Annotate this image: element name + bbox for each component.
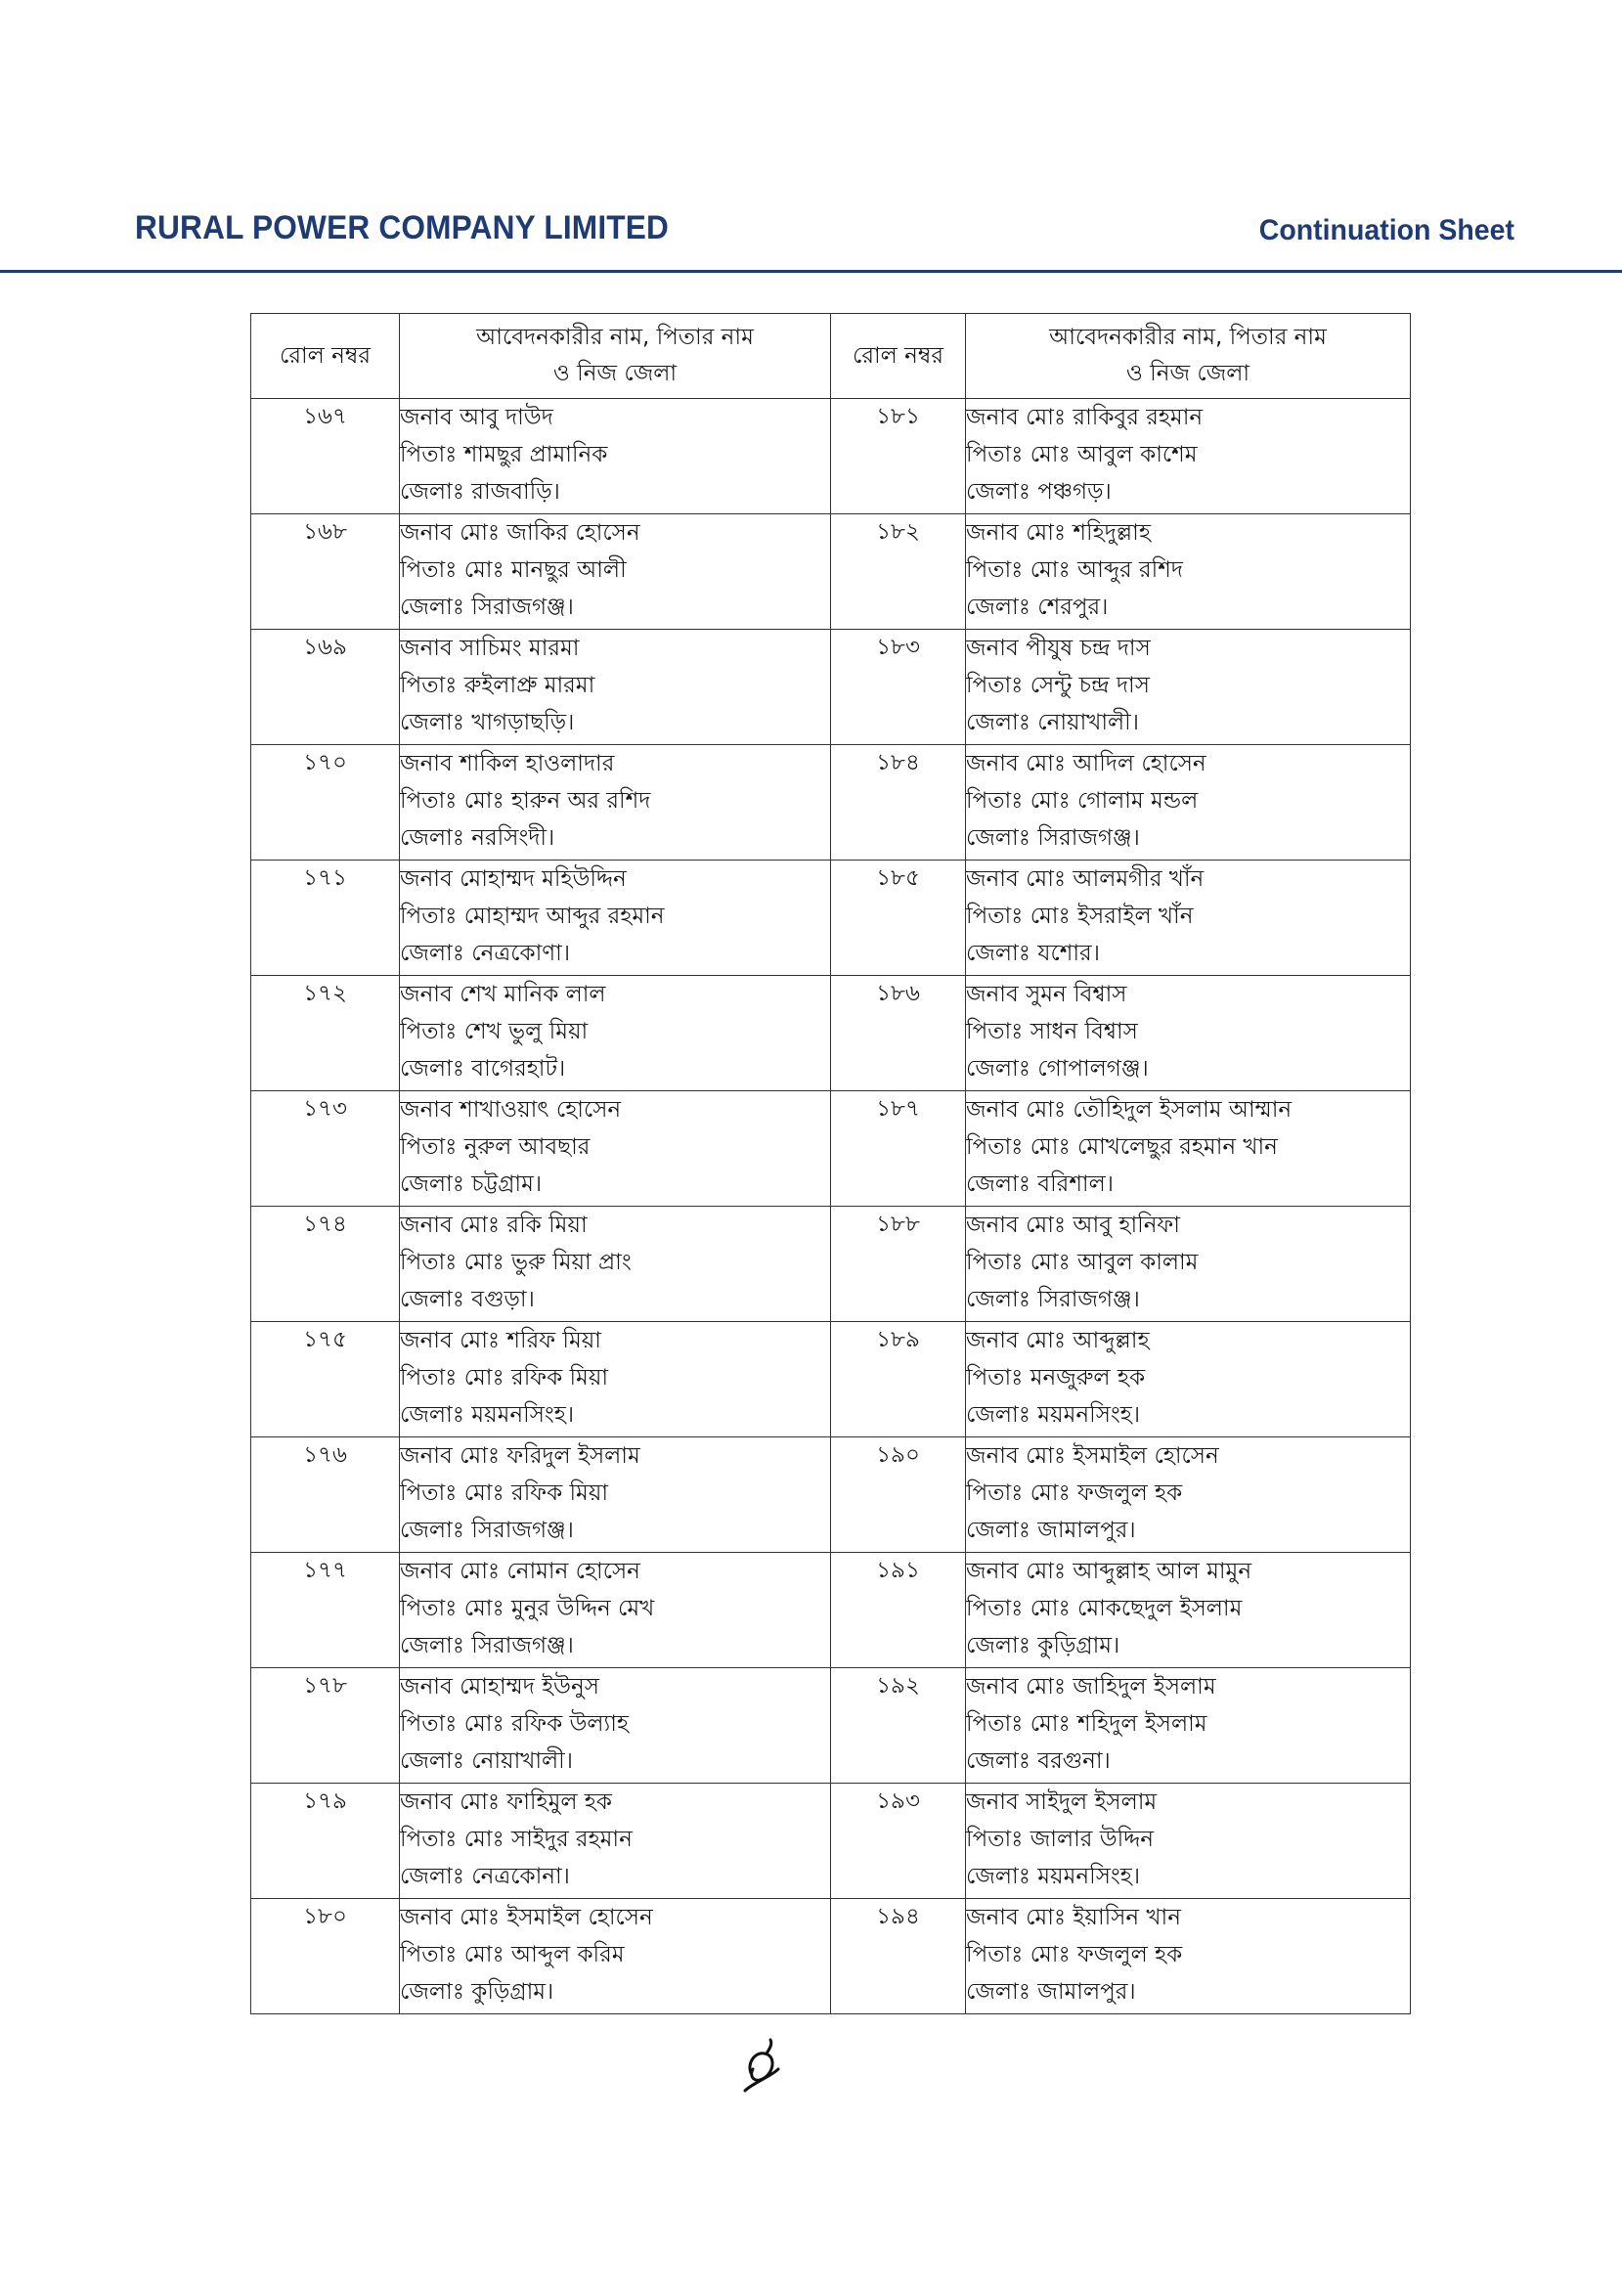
father-name: পিতাঃ মোঃ সাইদুর রহমান bbox=[400, 1827, 633, 1852]
applicant-cell-left bbox=[400, 976, 831, 1091]
applicant-cell-right bbox=[966, 630, 1411, 745]
applicant-name: জনাব শাকিল হাওলাদার bbox=[400, 751, 615, 776]
father-name: পিতাঃ মোঃ মানছুর আলী bbox=[400, 557, 627, 583]
applicant-name: জনাব মোঃ আলমগীর খাঁন bbox=[966, 866, 1205, 892]
applicant-name: জনাব শেখ মানিক লাল bbox=[400, 982, 606, 1007]
home-district: জেলাঃ রাজবাড়ি। bbox=[400, 479, 560, 505]
roll-number: ১৭১ bbox=[303, 865, 347, 891]
sheet-label: Continuation Sheet bbox=[1258, 214, 1514, 246]
applicant-cell-right bbox=[966, 1784, 1411, 1899]
roll-cell-left bbox=[251, 1553, 400, 1668]
roll-number: ১৭২ bbox=[303, 981, 347, 1006]
applicant-name: জনাব মোঃ তৌহিদুল ইসলাম আম্মান bbox=[966, 1097, 1293, 1123]
father-name: পিতাঃ মোঃ মোকছেদুল ইসলাম bbox=[966, 1596, 1243, 1621]
applicant-name: জনাব মোঃ আব্দুল্লাহ আল মামুন bbox=[966, 1559, 1252, 1584]
roll-number: ১৯৪ bbox=[876, 1904, 920, 1929]
applicant-cell-left bbox=[400, 630, 831, 745]
roll-number: ১৮৩ bbox=[876, 635, 920, 660]
table-header-row bbox=[251, 314, 1411, 399]
applicant-name: জনাব মোঃ ইসমাইল হোসেন bbox=[400, 1905, 653, 1930]
header-roll-left: রোল নম্বর bbox=[251, 314, 400, 399]
roll-cell-right bbox=[831, 1207, 966, 1322]
header-applicant-left bbox=[400, 314, 831, 399]
father-name: পিতাঃ মোঃ মোখলেছুর রহমান খান bbox=[966, 1134, 1278, 1160]
father-name: পিতাঃ মোঃ রফিক মিয়া bbox=[400, 1365, 609, 1391]
table-row bbox=[251, 1437, 1411, 1553]
applicant-cell-left bbox=[400, 1553, 831, 1668]
table-row bbox=[251, 1091, 1411, 1207]
roll-cell-left bbox=[251, 1437, 400, 1553]
roll-cell-left bbox=[251, 514, 400, 630]
roll-cell-left bbox=[251, 1899, 400, 2014]
roll-number: ১৯২ bbox=[876, 1673, 920, 1699]
roll-number: ১৬৮ bbox=[303, 519, 347, 545]
applicant-name: জনাব মোঃ নোমান হোসেন bbox=[400, 1559, 640, 1584]
home-district: জেলাঃ ময়মনসিংহ। bbox=[966, 1402, 1141, 1428]
home-district: জেলাঃ যশোর। bbox=[966, 941, 1100, 966]
father-name: পিতাঃ নুরুল আবছার bbox=[400, 1134, 591, 1160]
applicant-name: জনাব মোঃ জাকির হোসেন bbox=[400, 520, 640, 546]
roll-cell-right bbox=[831, 861, 966, 976]
roll-cell-left bbox=[251, 630, 400, 745]
applicant-cell-right bbox=[966, 861, 1411, 976]
applicant-name: জনাব মোঃ ইয়াসিন খান bbox=[966, 1905, 1181, 1930]
roll-number: ১৮২ bbox=[876, 519, 920, 545]
roll-number: ১৯০ bbox=[876, 1442, 920, 1468]
roll-number: ১৭৮ bbox=[303, 1673, 347, 1699]
father-name: পিতাঃ মোঃ ইসরাইল খাঁন bbox=[966, 904, 1194, 929]
applicant-name: জনাব সুমন বিশ্বাস bbox=[966, 982, 1127, 1007]
roll-number: ১৮৪ bbox=[876, 750, 920, 775]
applicant-name: জনাব মোঃ রকি মিয়া bbox=[400, 1213, 588, 1238]
home-district: জেলাঃ ময়মনসিংহ। bbox=[400, 1402, 575, 1428]
applicant-cell-left bbox=[400, 1437, 831, 1553]
roll-number: ১৯৩ bbox=[876, 1788, 920, 1814]
applicant-name: জনাব মোঃ ফাহিমুল হক bbox=[400, 1789, 612, 1815]
header-applicant-line1: আবেদনকারীর নাম, পিতার নাম bbox=[1049, 325, 1327, 350]
father-name: পিতাঃ মোঃ রফিক মিয়া bbox=[400, 1480, 609, 1506]
table-row bbox=[251, 1553, 1411, 1668]
home-district: জেলাঃ গোপালগঞ্জ। bbox=[966, 1056, 1149, 1082]
father-name: পিতাঃ মোঃ আব্দুল করিম bbox=[400, 1942, 625, 1967]
roll-cell-left bbox=[251, 1322, 400, 1437]
father-name: পিতাঃ মোঃ ভুরু মিয়া প্রাং bbox=[400, 1250, 632, 1275]
father-name: পিতাঃ মোঃ মুনুর উদ্দিন মেখ bbox=[400, 1596, 655, 1621]
applicant-name: জনাব মোহাম্মদ ইউনুস bbox=[400, 1674, 599, 1700]
applicant-name: জনাব সাচিমং মারমা bbox=[400, 636, 580, 661]
applicant-cell-right bbox=[966, 1668, 1411, 1784]
applicant-cell-right bbox=[966, 1207, 1411, 1322]
home-district: জেলাঃ নোয়াখালী। bbox=[400, 1748, 573, 1774]
father-name: পিতাঃ জালার উদ্দিন bbox=[966, 1827, 1154, 1852]
roll-cell-right bbox=[831, 745, 966, 861]
table-row bbox=[251, 1899, 1411, 2014]
table-row bbox=[251, 1668, 1411, 1784]
father-name: পিতাঃ মোঃ আবুল কালাম bbox=[966, 1250, 1199, 1275]
applicant-name: জনাব সাইদুল ইসলাম bbox=[966, 1789, 1158, 1815]
home-district: জেলাঃ সিরাজগঞ্জ। bbox=[966, 1287, 1140, 1312]
home-district: জেলাঃ নেত্রকোণা। bbox=[400, 941, 571, 966]
roll-cell-left bbox=[251, 861, 400, 976]
roll-cell-right bbox=[831, 976, 966, 1091]
roll-number: ১৮৯ bbox=[876, 1327, 920, 1352]
page-header bbox=[0, 0, 1622, 276]
roll-number: ১৭৪ bbox=[303, 1212, 347, 1237]
header-applicant-line1: আবেদনকারীর নাম, পিতার নাম bbox=[476, 325, 754, 350]
header-applicant-line2: ও নিজ জেলা bbox=[1125, 361, 1250, 386]
header-applicant-right bbox=[966, 314, 1411, 399]
father-name: পিতাঃ সেন্টু চন্দ্র দাস bbox=[966, 673, 1150, 698]
signature-initial bbox=[733, 2034, 792, 2102]
applicant-cell-left bbox=[400, 1668, 831, 1784]
applicant-name: জনাব পীযুষ চন্দ্র দাস bbox=[966, 636, 1151, 661]
header-roll-right: রোল নম্বর bbox=[831, 314, 966, 399]
roll-number: ১৮৬ bbox=[876, 981, 920, 1006]
applicant-name: জনাব মোঃ শহিদুল্লাহ bbox=[966, 520, 1151, 546]
home-district: জেলাঃ পঞ্চগড়। bbox=[966, 479, 1112, 505]
applicant-cell-left bbox=[400, 745, 831, 861]
table-row bbox=[251, 745, 1411, 861]
roll-number: ১৮৮ bbox=[876, 1212, 920, 1237]
applicant-cell-left bbox=[400, 1322, 831, 1437]
roll-cell-right bbox=[831, 514, 966, 630]
roll-cell-right bbox=[831, 630, 966, 745]
roll-number: ১৭৩ bbox=[303, 1096, 347, 1122]
table-row bbox=[251, 1784, 1411, 1899]
applicant-name: জনাব আবু দাউদ bbox=[400, 405, 553, 430]
roll-cell-right bbox=[831, 1784, 966, 1899]
roll-cell-left bbox=[251, 399, 400, 514]
home-district: জেলাঃ কুড়িগ্রাম। bbox=[966, 1633, 1120, 1658]
father-name: পিতাঃ মোঃ শহিদুল ইসলাম bbox=[966, 1711, 1207, 1737]
roll-cell-left bbox=[251, 1668, 400, 1784]
applicant-cell-left bbox=[400, 1899, 831, 2014]
home-district: জেলাঃ বরগুনা। bbox=[966, 1748, 1111, 1774]
applicant-name: জনাব মোঃ আদিল হোসেন bbox=[966, 751, 1206, 776]
applicant-cell-right bbox=[966, 399, 1411, 514]
table-row bbox=[251, 514, 1411, 630]
roll-cell-left bbox=[251, 1784, 400, 1899]
table-row bbox=[251, 630, 1411, 745]
home-district: জেলাঃ বরিশাল। bbox=[966, 1171, 1114, 1197]
home-district: জেলাঃ কুড়িগ্রাম। bbox=[400, 1979, 554, 2005]
father-name: পিতাঃ মোঃ হারুন অর রশিদ bbox=[400, 788, 651, 814]
roll-number: ১৮৫ bbox=[876, 865, 920, 891]
roll-number: ১৭৭ bbox=[303, 1558, 347, 1583]
applicant-cell-right bbox=[966, 976, 1411, 1091]
father-name: পিতাঃ মোহাম্মদ আব্দুর রহমান bbox=[400, 904, 665, 929]
roll-cell-right bbox=[831, 1091, 966, 1207]
home-district: জেলাঃ খাগড়াছড়ি। bbox=[400, 710, 575, 735]
table-row bbox=[251, 399, 1411, 514]
roll-cell-right bbox=[831, 1322, 966, 1437]
company-name: RURAL POWER COMPANY LIMITED bbox=[135, 209, 670, 246]
applicant-name: জনাব মোঃ ফরিদুল ইসলাম bbox=[400, 1443, 640, 1469]
roll-cell-right bbox=[831, 399, 966, 514]
home-district: জেলাঃ নরসিংদী। bbox=[400, 825, 555, 851]
roll-cell-right bbox=[831, 1437, 966, 1553]
father-name: পিতাঃ শেখ ভুলু মিয়া bbox=[400, 1019, 589, 1044]
applicant-cell-left bbox=[400, 1091, 831, 1207]
roll-number: ১৭৬ bbox=[303, 1442, 347, 1468]
father-name: পিতাঃ মোঃ ফজলুল হক bbox=[966, 1480, 1183, 1506]
father-name: পিতাঃ মোঃ আবুল কাশেম bbox=[966, 442, 1198, 467]
table-row bbox=[251, 1207, 1411, 1322]
applicant-name: জনাব মোহাম্মদ মহিউদ্দিন bbox=[400, 866, 627, 892]
roll-cell-right bbox=[831, 1899, 966, 2014]
applicant-name: জনাব মোঃ জাহিদুল ইসলাম bbox=[966, 1674, 1216, 1700]
father-name: পিতাঃ মোঃ আব্দুর রশিদ bbox=[966, 557, 1183, 583]
home-district: জেলাঃ ময়মনসিংহ। bbox=[966, 1864, 1141, 1889]
home-district: জেলাঃ নেত্রকোনা। bbox=[400, 1864, 570, 1889]
home-district: জেলাঃ জামালপুর। bbox=[966, 1979, 1136, 2005]
applicant-name: জনাব মোঃ রাকিবুর রহমান bbox=[966, 405, 1204, 430]
applicant-cell-right bbox=[966, 1322, 1411, 1437]
home-district: জেলাঃ সিরাজগঞ্জ। bbox=[966, 825, 1140, 851]
father-name: পিতাঃ মোঃ রফিক উল্যাহ bbox=[400, 1711, 629, 1737]
roll-cell-right bbox=[831, 1553, 966, 1668]
header-divider bbox=[0, 270, 1622, 273]
table-body bbox=[251, 399, 1411, 2014]
applicant-name: জনাব মোঃ শরিফ মিয়া bbox=[400, 1328, 601, 1353]
roll-cell-left bbox=[251, 745, 400, 861]
applicant-cell-left bbox=[400, 399, 831, 514]
table-row bbox=[251, 1322, 1411, 1437]
header-applicant-line2: ও নিজ জেলা bbox=[552, 361, 678, 386]
applicant-cell-right bbox=[966, 1091, 1411, 1207]
applicant-cell-right bbox=[966, 1437, 1411, 1553]
home-district: জেলাঃ নোয়াখালী। bbox=[966, 710, 1139, 735]
home-district: জেলাঃ জামালপুর। bbox=[966, 1518, 1136, 1543]
applicant-cell-right bbox=[966, 1553, 1411, 1668]
father-name: পিতাঃ শামছুর প্রামানিক bbox=[400, 442, 608, 467]
roll-number: ১৭০ bbox=[303, 750, 347, 775]
roll-number: ১৮০ bbox=[303, 1904, 347, 1929]
applicant-cell-left bbox=[400, 1207, 831, 1322]
roll-cell-left bbox=[251, 1207, 400, 1322]
applicant-table bbox=[250, 313, 1411, 2014]
applicant-cell-left bbox=[400, 514, 831, 630]
father-name: পিতাঃ রুইলাপ্রু মারমা bbox=[400, 673, 595, 698]
applicant-cell-right bbox=[966, 1899, 1411, 2014]
father-name: পিতাঃ মোঃ ফজলুল হক bbox=[966, 1942, 1183, 1967]
father-name: পিতাঃ সাধন বিশ্বাস bbox=[966, 1019, 1138, 1044]
applicant-cell-left bbox=[400, 861, 831, 976]
home-district: জেলাঃ সিরাজগঞ্জ। bbox=[400, 1518, 574, 1543]
table-row bbox=[251, 976, 1411, 1091]
table-row bbox=[251, 861, 1411, 976]
roll-cell-right bbox=[831, 1668, 966, 1784]
roll-number: ১৬৭ bbox=[303, 404, 347, 429]
home-district: জেলাঃ বগুড়া। bbox=[400, 1287, 535, 1312]
roll-number: ১৭৯ bbox=[303, 1788, 347, 1814]
roll-number: ১৭৫ bbox=[303, 1327, 347, 1352]
home-district: জেলাঃ শেরপুর। bbox=[966, 595, 1109, 620]
roll-number: ১৯১ bbox=[876, 1558, 920, 1583]
roll-number: ১৮১ bbox=[876, 404, 920, 429]
applicant-cell-left bbox=[400, 1784, 831, 1899]
applicant-cell-right bbox=[966, 745, 1411, 861]
home-district: জেলাঃ চট্টগ্রাম। bbox=[400, 1171, 543, 1197]
applicant-name: জনাব মোঃ আবু হানিফা bbox=[966, 1213, 1180, 1238]
home-district: জেলাঃ সিরাজগঞ্জ। bbox=[400, 1633, 574, 1658]
roll-cell-left bbox=[251, 976, 400, 1091]
home-district: জেলাঃ সিরাজগঞ্জ। bbox=[400, 595, 574, 620]
father-name: পিতাঃ মোঃ গোলাম মন্ডল bbox=[966, 788, 1199, 814]
home-district: জেলাঃ বাগেরহাট। bbox=[400, 1056, 566, 1082]
applicant-name: জনাব মোঃ আব্দুল্লাহ bbox=[966, 1328, 1150, 1353]
roll-number: ১৬৯ bbox=[303, 635, 347, 660]
applicant-cell-right bbox=[966, 514, 1411, 630]
roll-number: ১৮৭ bbox=[876, 1096, 920, 1122]
roll-cell-left bbox=[251, 1091, 400, 1207]
applicant-name: জনাব শাখাওয়াৎ হোসেন bbox=[400, 1097, 622, 1123]
applicant-name: জনাব মোঃ ইসমাইল হোসেন bbox=[966, 1443, 1219, 1469]
father-name: পিতাঃ মনজুরুল হক bbox=[966, 1365, 1146, 1391]
